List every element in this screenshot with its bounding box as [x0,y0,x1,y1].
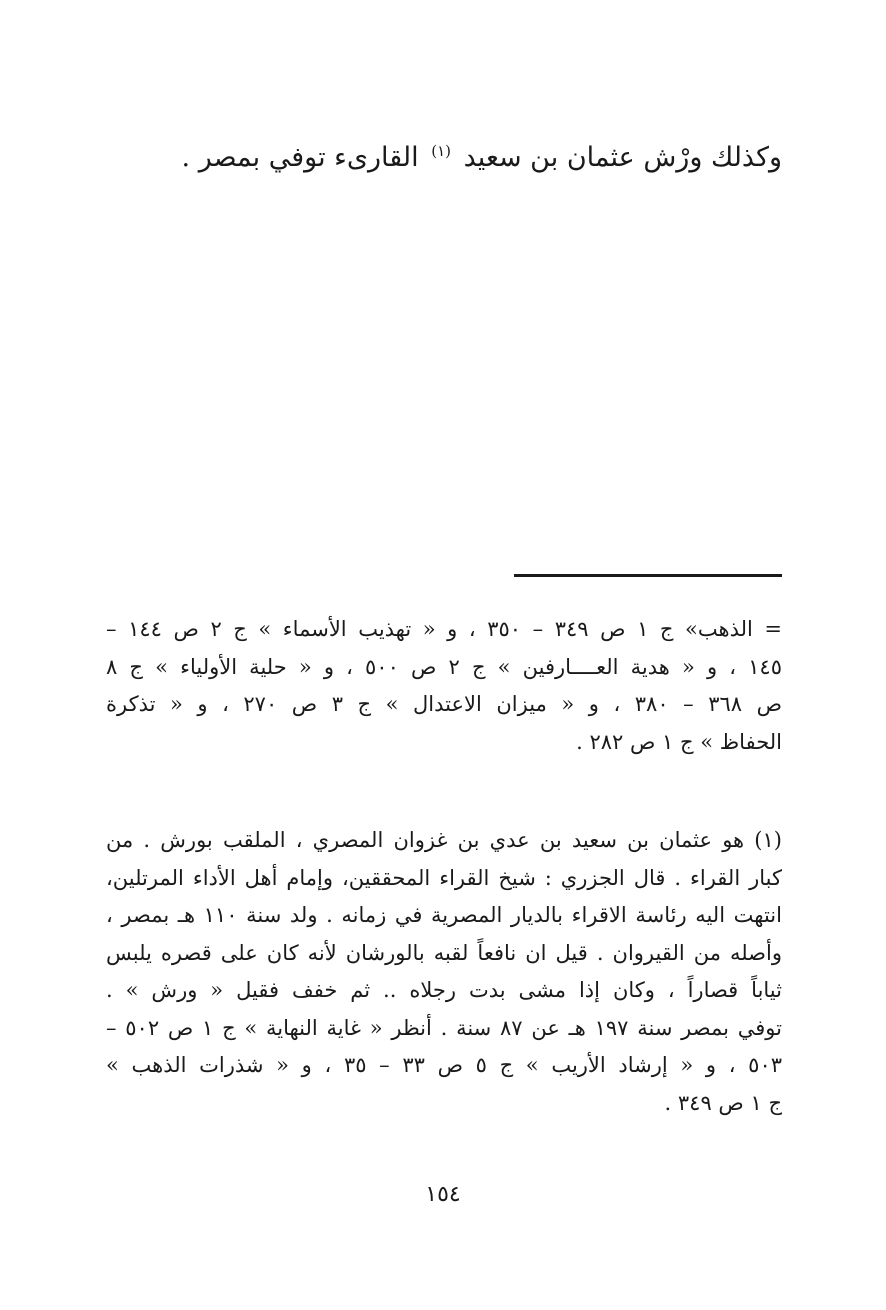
main-text-line [182,138,782,178]
footnote-continued-line: ص ٣٦٨ – ٣٨٠ ، و « ميزان الاعتدال » ج ٣ ص ٢٧٠ ، و « تذكرة [106,692,782,716]
footnote-1-line: ج ١ ص ٣٤٩ . [664,1090,782,1115]
page-number: ١٥٤ [425,1182,461,1207]
footnote-1-line: توفي بمصر سنة ١٩٧ هـ عن ٨٧ سنة . أنظر « غاية النهاية » ج ١ ص ٥٠٢ – [106,1015,782,1040]
footnote-continued-line: = الذهب» ج ١ ص ٣٤٩ – ٣٥٠ ، و « تهذيب الأسماء » ج ٢ ص ١٤٤ – [106,617,782,641]
footnote-1-line: انتهت اليه رئاسة الاقراء بالديار المصرية في زمانه . ولد سنة ١١٠ هـ بمصر ، [106,903,782,927]
main-text-before-ref: وكذلك ورْش عثمان بن سعيد [463,142,782,173]
footnote-continued-line: الحفاظ » ج ١ ص ٢٨٢ . [576,729,782,754]
footnote-1-block [106,822,782,1122]
footnote-continued-block [106,611,782,761]
footnote-1-line: ٥٠٣ ، و « إرشاد الأريب » ج ٥ ص ٣٣ – ٣٥ ، و « شذرات الذهب » [106,1053,782,1077]
footnote-reference-marker: (١) [431,142,452,160]
main-text-after-ref: القارىء توفي بمصر . [181,142,419,173]
footnote-1-line: (١) هو عثمان بن سعيد بن عدي بن غزوان المصري ، الملقب بورش . من [106,828,782,852]
footnote-1-line: وأصله من القيروان . قيل ان نافعاً لقبه بالورشان لأنه كان على قصره يلبس [106,940,782,965]
footnote-separator-rule [514,574,782,577]
footnote-continued-line: ١٤٥ ، و « هدية العــــارفين » ج ٢ ص ٥٠٠ ، و « حلية الأولياء » ج ٨ [106,654,782,679]
footnote-1-line: ثياباً قصاراً ، وكان إذا مشى بدت رجلاه .. ثم خفف فقيل « ورش » . [106,978,782,1002]
footnote-1-line: كبار القراء . قال الجزري : شيخ القراء المحققين، وإمام أهل الأداء المرتلين، [106,865,782,890]
